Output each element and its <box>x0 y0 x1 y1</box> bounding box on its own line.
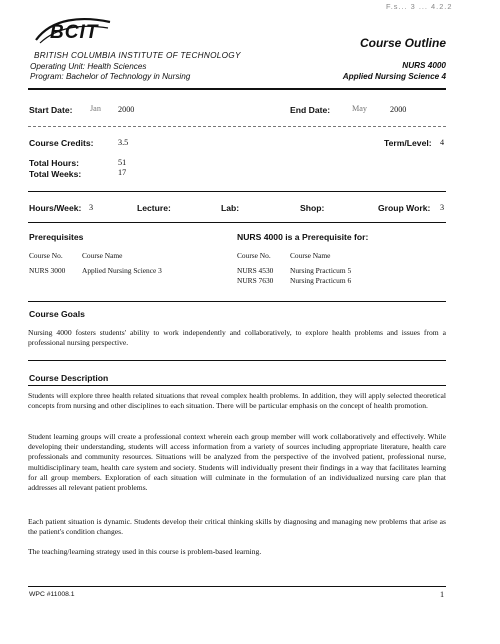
prereq-col-course-name: Course Name <box>82 251 123 260</box>
group-work-label: Group Work: <box>378 203 431 213</box>
lecture-label: Lecture: <box>137 203 171 213</box>
description-heading-rule <box>28 385 446 386</box>
header-rule <box>28 88 446 90</box>
program-name: Program: Bachelor of Technology in Nursing <box>30 72 191 81</box>
weekly-rule <box>28 222 446 223</box>
logo-text: BCIT <box>50 22 99 43</box>
start-date-label: Start Date: <box>29 105 73 115</box>
prereq-row-course-name: Applied Nursing Science 3 <box>82 266 162 275</box>
prereq-for-row-course-no: NURS 7630 <box>237 276 274 285</box>
course-description-heading: Course Description <box>29 373 109 383</box>
description-paragraph: Each patient situation is dynamic. Students develop their critical thinking skills by diagnosing and managing new problems that arise as the patient's condition changes. <box>28 517 446 537</box>
institution-name: BRITISH COLUMBIA INSTITUTE OF TECHNOLOGY <box>34 51 241 60</box>
prereq-row-course-no: NURS 3000 <box>29 266 66 275</box>
total-hours-label: Total Hours: <box>29 158 79 168</box>
end-date-year: 2000 <box>390 105 407 114</box>
credits-label: Course Credits: <box>29 138 94 148</box>
term-level-value: 4 <box>440 138 445 147</box>
end-date-month: May <box>352 104 368 113</box>
credits-value: 3.5 <box>118 138 129 147</box>
shop-label: Shop: <box>300 203 325 213</box>
start-date-month: Jan <box>90 104 101 113</box>
hours-week-value: 3 <box>89 203 94 212</box>
prereq-for-col-course-name: Course Name <box>290 251 331 260</box>
hours-rule <box>28 191 446 192</box>
bcit-logo <box>32 14 114 46</box>
prereq-for-heading: NURS 4000 is a Prerequisite for: <box>237 232 369 242</box>
total-hours-value: 51 <box>118 158 127 167</box>
prereq-for-row-course-name: Nursing Practicum 6 <box>290 276 352 285</box>
operating-unit: Operating Unit: Health Sciences <box>30 62 147 71</box>
prereq-for-row-course-name: Nursing Practicum 5 <box>290 266 352 275</box>
prereq-col-course-no: Course No. <box>29 251 63 260</box>
end-date-label: End Date: <box>290 105 331 115</box>
description-paragraph: Students will explore three health related situations that reveal complex health problems. In addition, they will apply selected theoretical concepts from nursing and other disciplines to each situation. There will be particular emphasis on the concept of health promotion. <box>28 391 446 411</box>
scan-stamp: F.s... 3 ... 4.2.2 <box>386 2 453 11</box>
prereq-for-col-course-no: Course No. <box>237 251 271 260</box>
course-goals-text: Nursing 4000 fosters students' ability to work independently and collaboratively, to explore health problems and issues from a professional nursing perspective. <box>28 328 446 348</box>
page-number: 1 <box>440 590 445 599</box>
course-code: NURS 4000 <box>402 61 446 70</box>
description-paragraph: The teaching/learning strategy used in this course is problem-based learning. <box>28 547 262 556</box>
course-goals-heading: Course Goals <box>29 309 85 319</box>
total-weeks-label: Total Weeks: <box>29 169 82 179</box>
lab-label: Lab: <box>221 203 240 213</box>
goals-rule <box>28 360 446 361</box>
total-weeks-value: 17 <box>118 168 127 177</box>
course-name: Applied Nursing Science 4 <box>342 72 446 81</box>
footer-doc-code: WPC #11008.1 <box>29 591 75 598</box>
dates-rule <box>28 126 446 127</box>
footer-rule <box>28 586 446 587</box>
term-level-label: Term/Level: <box>384 138 432 148</box>
start-date-year: 2000 <box>118 105 135 114</box>
prereq-for-row-course-no: NURS 4530 <box>237 266 274 275</box>
document-title: Course Outline <box>359 36 446 50</box>
prerequisites-heading: Prerequisites <box>29 232 84 242</box>
hours-week-label: Hours/Week: <box>29 203 82 213</box>
group-work-value: 3 <box>440 203 445 212</box>
description-paragraph: Student learning groups will create a professional context wherein each group member will work collaboratively and effectively. While developing their understanding, students will access information from a variety of sources including appropriate literature, health care professionals and community resources. Situations will be analyzed from the perspective of the involved patient, professional nurse, multidisciplinary team, health care system and society. Students will individually present their findings in a way that facilitates learning for all group members. Exploration of each situation will culminate in the formulation of an individualized nursing care plan that addresses all relevant patient problems. <box>28 432 446 493</box>
prereq-rule <box>28 301 446 302</box>
